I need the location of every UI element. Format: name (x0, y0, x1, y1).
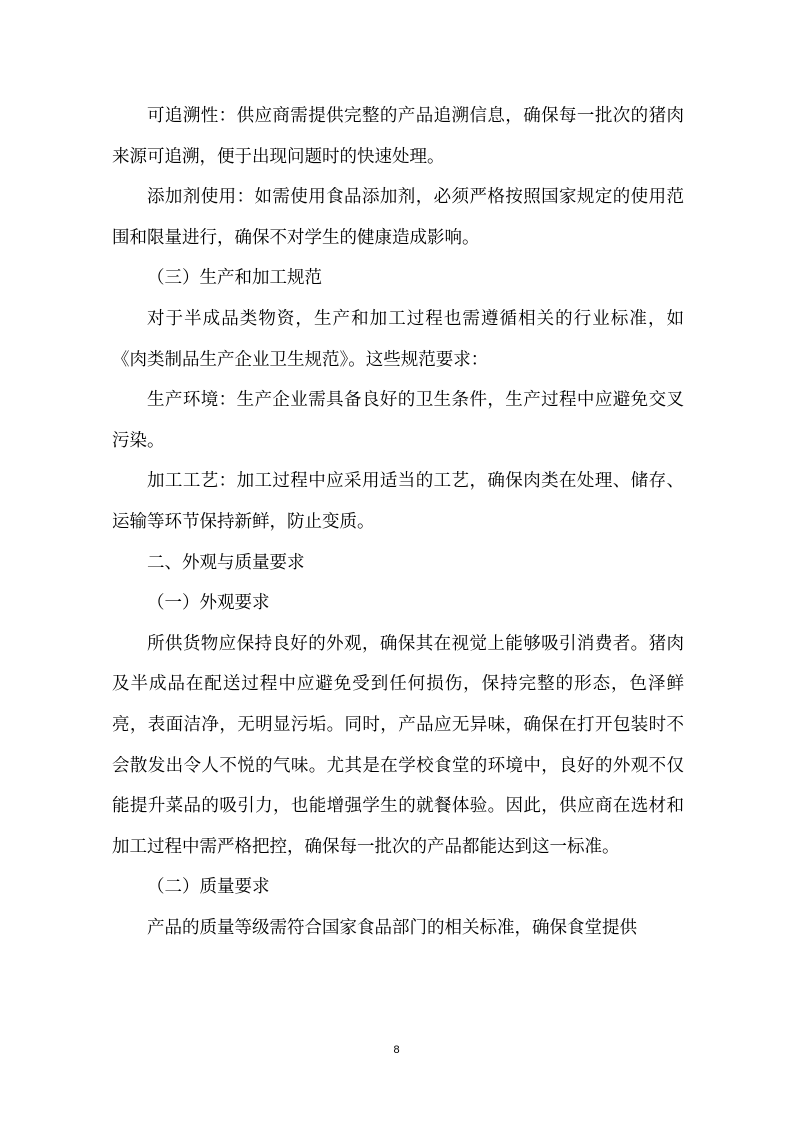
paragraph-production-environment: 生产环境：生产企业需具备良好的卫生条件，生产过程中应避免交叉污染。 (112, 390, 684, 451)
heading-appearance-quality: 二、外观与质量要求 (147, 552, 305, 573)
paragraph-appearance: 所供货物应保持良好的外观，确保其在视觉上能够吸引消费者。猪肉及半成品在配送过程中应避免受到任何损伤，保持完整的形态，色泽鲜亮，表面洁净，无明显污垢。同时，产品应无异味，确保在打开包装时不会散发出令人不悦的气味。尤其是在学校食堂的环境中，良好的外观不仅能提升菜品的吸引力，也能增强学生的就餐体验。因此，供应商在选材和加工过程中需严格把控，确保每一批次的产品都能达到这一标准。 (112, 633, 684, 857)
document-body (112, 96, 684, 948)
paragraph-semi-finished-standards: 对于半成品类物资，生产和加工过程也需遵循相关的行业标准，如《肉类制品生产企业卫生规范》。这些规范要求： (112, 308, 684, 370)
paragraph-processing-technique: 加工工艺：加工过程中应采用适当的工艺，确保肉类在处理、储存、运输等环节保持新鲜，防止变质。 (112, 471, 684, 532)
paragraph-traceability: 可追溯性：供应商需提供完整的产品追溯信息，确保每一批次的猪肉来源可追溯，便于出现问题时的快速处理。 (112, 106, 684, 167)
paragraph-quality: 产品的质量等级需符合国家食品部门的相关标准，确保食堂提供 (147, 917, 637, 938)
page-number: 8 (393, 1044, 400, 1056)
heading-quality-requirements: （二）质量要求 (147, 877, 270, 898)
paragraph-additives: 添加剂使用：如需使用食品添加剂，必须严格按照国家规定的使用范围和限量进行，确保不对学生的健康造成影响。 (112, 187, 684, 248)
heading-appearance-requirements: （一）外观要求 (147, 593, 270, 614)
heading-production-processing: （三）生产和加工规范 (147, 268, 322, 289)
